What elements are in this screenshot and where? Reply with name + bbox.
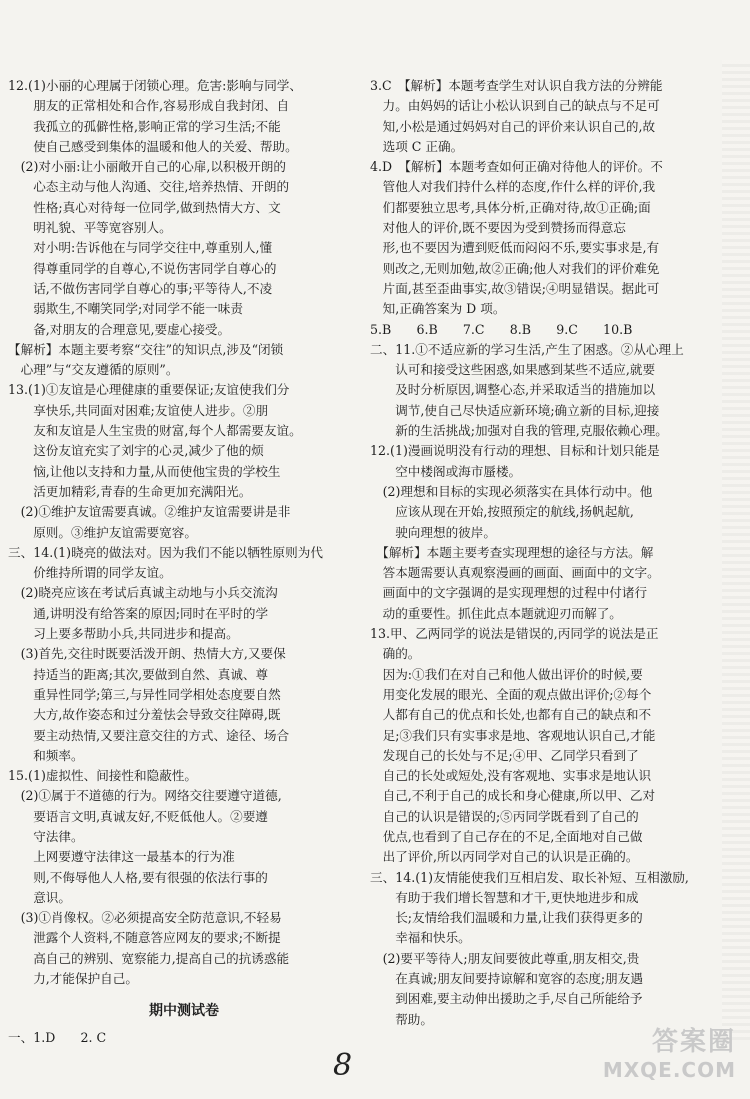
text-line: 恼,让他以支持和力量,从而使他宝贵的学校生 <box>8 463 281 479</box>
text-line: 这份友谊充实了刘宇的心灵,减少了他的烦 <box>8 443 264 459</box>
text-line: 性格;真心对待每一位同学,做到热情大方、文 <box>8 199 281 215</box>
text-line: 知,小松是通过妈妈对自己的评价来认识自己的,故 <box>370 118 656 134</box>
text-line: 力。由妈妈的话让小松认识到自己的缺点与不足可 <box>370 98 660 114</box>
edge-decoration <box>722 60 750 1040</box>
text-line: 到困难,要主动伸出援助之手,尽自己所能给予 <box>370 991 643 1007</box>
text-line: 自己的认识是错误的;⑤丙同学既看到了自己的 <box>370 808 639 824</box>
watermark-line1: 答案圈 <box>651 1027 736 1057</box>
text-line: 我孤立的孤僻性格,影响正常的学习生活;不能 <box>8 118 281 134</box>
text-line: 大方,故作姿态和过分羞怯会导致交往障碍,既 <box>8 707 281 723</box>
text-line: 活更加精彩,青春的生命更加充满阳光。 <box>8 483 252 499</box>
text-line: 长;友情给我们温暖和力量,让我们获得更多的 <box>370 910 643 926</box>
text-line: 备,对朋友的合理意见,要虚心接受。 <box>8 321 231 337</box>
text-line: 空中楼阁或海市蜃楼。 <box>370 463 522 479</box>
text-line: 话,不做伤害同学自尊心的事;平等待人,不凌 <box>8 280 273 296</box>
text-line: 答本题需要认真观察漫画的画面、画面中的文字。 <box>370 565 660 581</box>
watermark-logo <box>594 1021 736 1085</box>
text-line: 持适当的距离;其次,要做到自然、真诚、尊 <box>8 666 269 682</box>
text-line: 一、1.D 2. C <box>8 1029 107 1045</box>
text-line: 发现自己的长处与不足;④甲、乙同学只看到了 <box>370 747 639 763</box>
text-line: (2)晓亮应该在考试后真诚主动地与小兵交流沟 <box>8 585 278 601</box>
text-line: 通,讲明没有给答案的原因;同时在平时的学 <box>8 605 269 621</box>
text-line: 心理”与“交友遵循的原则”。 <box>8 362 179 378</box>
text-line: 享快乐,共同面对困难;友谊使人进步。②朋 <box>8 402 269 418</box>
text-line: 4.D 【解析】本题考查如何正确对待他人的评价。不 <box>370 159 663 175</box>
text-line: 则,不侮辱他人人格,要有很强的依法行事的 <box>8 869 268 885</box>
text-line: 习上要多帮助小兵,共同进步和提高。 <box>8 626 239 642</box>
text-line: 用变化发展的眼光、全面的观点做出评价;②每个 <box>370 686 652 702</box>
text-line: 5.B 6.B 7.C 8.B 9.C 10.B <box>370 321 633 337</box>
text-line: 重异性同学;第三,与异性同学相处态度要自然 <box>8 686 281 702</box>
text-line: 泄露个人资料,不随意答应网友的要求;不断提 <box>8 930 281 946</box>
text-line: 动的重要性。抓住此点本题就迎刃而解了。 <box>370 605 622 621</box>
text-line: 朋友的正常相处和合作,容易形成自我封闭、自 <box>8 98 290 114</box>
text-line: 【解析】本题主要考察“交往”的知识点,涉及“闭锁 <box>8 341 284 357</box>
text-line: 意识。 <box>8 889 71 905</box>
text-line: 12.(1)小丽的心理属于闭锁心理。危害:影响与同学、 <box>8 78 302 93</box>
text-line: 确的。 <box>370 646 421 662</box>
text-line: 足;③我们只有实事求是地、客观地认识自己,才能 <box>370 727 656 743</box>
text-line: (3)首先,交往时既要活泼开朗、热情大方,又要保 <box>8 646 286 662</box>
text-line: 得尊重同学的自尊心,不说伤害同学自尊心的 <box>8 260 277 276</box>
text-line: (3)①肖像权。②必须提高安全防范意识,不轻易 <box>8 910 282 926</box>
text-line: 及时分析原因,调整心态,并采取适当的措施加以 <box>370 382 656 398</box>
text-line: 优点,也看到了自己存在的不足,全面地对自己做 <box>370 828 643 844</box>
text-line: 二、11.①不适应新的学习生活,产生了困惑。②从心理上 <box>370 341 684 357</box>
text-line: 力,才能保护自己。 <box>8 971 138 987</box>
text-line: 高自己的辨别、宽察能力,提高自己的抗诱惑能 <box>8 950 290 966</box>
text-line: 三、14.(1)晓亮的做法对。因为我们不能以牺牲原则为代 <box>8 544 323 560</box>
text-line: 自己的长处或短处,没有客观地、实事求是地认识 <box>370 768 652 784</box>
text-line: 调节,使自己尽快适应新环境;确立新的目标,迎接 <box>370 402 660 418</box>
text-line: 形,也不要因为遭到贬低而闷闷不乐,要实事求是,有 <box>370 240 660 256</box>
text-line: 明礼貌、平等宽容别人。 <box>8 220 172 236</box>
text-line: 对小明:告诉他在与同学交往中,尊重别人,懂 <box>8 240 273 256</box>
text-line: 片面,甚至歪曲事实,故③错误;④明显错误。据此可 <box>370 280 660 296</box>
text-line: (2)要平等待人;朋友间要彼此尊重,朋友相交,贵 <box>370 950 640 966</box>
text-line: 知,正确答案为 D 项。 <box>370 301 506 317</box>
text-line: 帮助。 <box>370 1011 433 1027</box>
text-line: 认可和接受这些困惑,如果感到某些不适应,就要 <box>370 362 656 378</box>
text-line: 【解析】本题主要考查实现理想的途径与方法。解 <box>370 544 654 560</box>
text-line: 自己,不利于自己的成长和身心健康,所以甲、乙对 <box>370 788 656 804</box>
section-title: 期中测试卷 <box>149 1003 219 1020</box>
text-line: 12.(1)漫画说明没有行动的理想、目标和计划只能是 <box>370 443 660 459</box>
left-column <box>8 76 360 1048</box>
text-line: 幸福和快乐。 <box>370 930 471 946</box>
text-line: 们都要独立思考,具体分析,正确对待,故①正确;面 <box>370 199 651 215</box>
text-line: 和频率。 <box>8 747 84 763</box>
text-line: 弱欺生,不嘲笑同学;对同学不能一味责 <box>8 301 243 317</box>
text-line: 则改之,无则加勉,故②正确;他人对我们的评价难免 <box>370 260 660 276</box>
text-line: (2)①属于不道德的行为。网络交往要遵守道德, <box>8 788 282 804</box>
text-line: 人都有自己的优点和长处,也都有自己的缺点和不 <box>370 707 652 723</box>
text-line: 有助于我们增长智慧和才干,更快地进步和成 <box>370 889 639 905</box>
text-line: 应该从现在开始,按照预定的航线,扬帆起航, <box>370 504 634 520</box>
text-line: 新的生活挑战;加强对自我的管理,克服依赖心理。 <box>370 423 668 439</box>
text-line: 因为:①我们在对自己和他人做出评价的时候,要 <box>370 666 643 682</box>
text-line: 13.(1)①友谊是心理健康的重要保证;友谊使我们分 <box>8 382 290 398</box>
text-line: 价维持所谓的同学友谊。 <box>8 565 172 581</box>
text-line: 在真诚;朋友间要持谅解和宽容的态度;朋友遇 <box>370 971 643 987</box>
page-number: 8 <box>333 1048 353 1083</box>
text-line: 3.C 【解析】本题考查学生对认识自我方法的分辨能 <box>370 78 663 93</box>
right-column <box>370 76 722 1030</box>
text-line: 要主动热情,又要注意交往的方式、途径、场合 <box>8 727 290 743</box>
text-line: (2)对小丽:让小丽敞开自己的心扉,以积极开朗的 <box>8 159 286 175</box>
text-line: 守法律。 <box>8 828 84 844</box>
text-line: (2)理想和目标的实现必须落实在具体行动中。他 <box>370 483 653 499</box>
text-line: 原则。③维护友谊需要宽容。 <box>8 524 197 540</box>
text-line: 15.(1)虚拟性、间接性和隐蔽性。 <box>8 768 197 784</box>
text-line: (2)①维护友谊需要真诚。②维护友谊需要讲是非 <box>8 504 291 520</box>
text-line: 13.甲、乙两同学的说法是错误的,丙同学的说法是正 <box>370 626 659 642</box>
text-line: 出了评价,所以丙同学对自己的认识是正确的。 <box>370 849 639 865</box>
text-line: 要语言文明,真诚友好,不贬低他人。②要遵 <box>8 808 268 824</box>
watermark-line2: MXQE.COM <box>602 1058 736 1082</box>
text-line: 上网要遵守法律这一最基本的行为准 <box>8 849 235 865</box>
text-line: 三、14.(1)友情能使我们互相启发、取长补短、互相激励, <box>370 869 689 885</box>
text-line: 对他人的评价,既不要因为受到赞扬而得意忘 <box>370 220 626 236</box>
text-line: 驶向理想的彼岸。 <box>370 524 496 540</box>
text-line: 管他人对我们持什么样的态度,作什么样的评价,我 <box>370 179 656 195</box>
text-line: 选项 C 正确。 <box>370 138 464 154</box>
text-line: 使自己感受到集体的温暖和他人的关爱、帮助。 <box>8 138 298 154</box>
text-line: 友和友谊是人生宝贵的财富,每个人都需要友谊。 <box>8 423 302 439</box>
text-line: 画面中的文字强调的是实现理想的过程中付诸行 <box>370 585 648 601</box>
text-line: 心态主动与他人沟通、交往,培养热情、开朗的 <box>8 179 290 195</box>
